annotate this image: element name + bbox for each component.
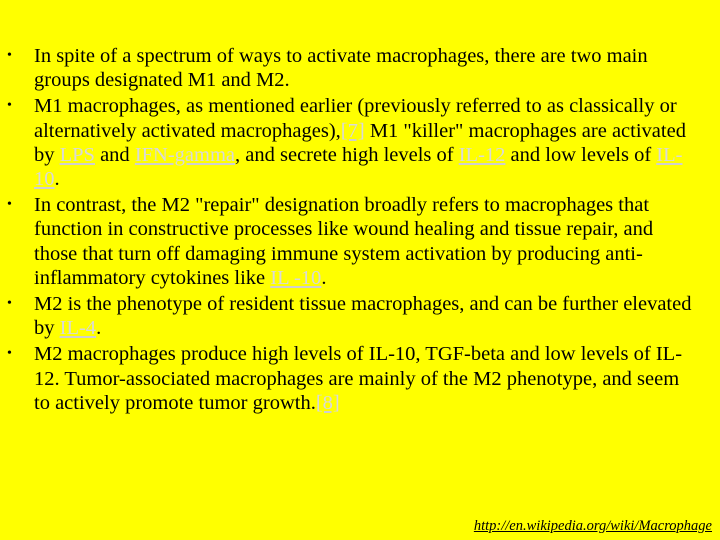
bullet-text: and (94, 143, 135, 166)
bullet-text: M1 "killer" macrophages are activated by (34, 119, 686, 166)
bullet-dot-icon: • (7, 48, 12, 63)
bullet-text: M2 macrophages produce high levels of IL-10, TGF-beta and low levels of IL-12. Tumor-associated macrophages are mainly of the M2 phenotype, and seem to actively promote tumor growth. (34, 343, 683, 414)
bullet-dot-icon: • (7, 197, 12, 213)
bullet-item (6, 94, 692, 191)
bullet-list (6, 44, 692, 417)
source-url[interactable]: http://en.wikipedia.org/wiki/Macrophage (473, 518, 712, 534)
bullet-item (6, 193, 692, 290)
bullet-text: M2 is the phenotype of resident tissue macrophages, and can be further elevated by (34, 293, 692, 340)
bullet-text: , and secrete high levels of (235, 143, 459, 166)
bullet-text: . (96, 317, 102, 340)
reference-link[interactable]: IFN-gamma (134, 143, 236, 166)
bullet-dot-icon: • (7, 98, 12, 114)
reference-link[interactable]: [8] (315, 391, 340, 414)
reference-link[interactable]: [7] (340, 119, 365, 142)
bullet-text: and low levels of (505, 143, 657, 166)
reference-link[interactable]: IL-4 (59, 317, 97, 340)
reference-link[interactable]: IL-10 (34, 143, 683, 191)
bullet-text: In spite of a spectrum of ways to activate macrophages, there are two main groups designated M1 and M2. (34, 45, 648, 92)
reference-link[interactable]: LPS (59, 143, 95, 166)
bullet-text: M1 macrophages, as mentioned earlier (previously referred to as classically or alternatively activated macrophages), (34, 95, 677, 142)
bullet-item (6, 342, 692, 415)
bullet-dot-icon: • (7, 346, 12, 362)
bullet-item (6, 292, 692, 340)
bullet-text: . (321, 266, 327, 289)
bullet-dot-icon: • (7, 296, 12, 312)
bullet-text: In contrast, the M2 "repair" designation broadly refers to macrophages that function in constructive processes like wound healing and tissue repair, and those that turn off damaging immune system activation by producing anti-inflammatory cytokines like (34, 194, 654, 289)
bullet-item (6, 44, 692, 92)
reference-link[interactable]: IL-12 (458, 143, 506, 166)
bullet-text: . (54, 168, 60, 191)
reference-link[interactable]: IL -10 (270, 266, 322, 289)
